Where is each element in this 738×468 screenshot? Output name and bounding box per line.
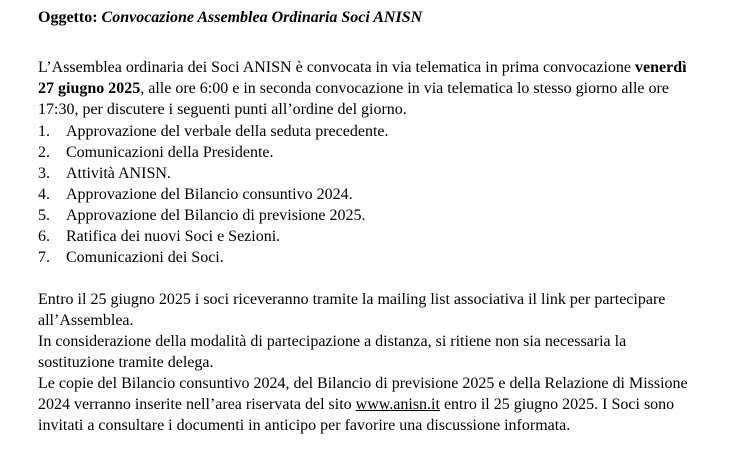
agenda-item-text: Attività ANISN.: [66, 165, 171, 182]
agenda-item: [38, 205, 389, 226]
agenda-item: [38, 142, 389, 163]
agenda-list: [38, 121, 389, 268]
subject-title: Convocazione Assemblea Ordinaria Soci ANISN: [101, 9, 423, 26]
assembly-link-paragraph: Entro il 25 giugno 2025 i soci riceveranno tramite la mailing list associativa il link per partecipare all’Assemblea.: [38, 291, 666, 329]
agenda-item-text: Comunicazioni dei Soci.: [66, 249, 224, 266]
agenda-item-text: Comunicazioni della Presidente.: [66, 144, 274, 161]
website-link[interactable]: www.anisn.it: [355, 396, 440, 413]
documents-text-after: entro il 25 giugno 2025. I Soci sono invitati a consultare i documenti in anticipo per favorire una discussione informata.: [38, 396, 675, 434]
agenda-item-number: 6.: [38, 228, 50, 245]
meeting-date: venerdì 27 giugno 2025: [38, 59, 687, 97]
intro-paragraph: [38, 57, 698, 120]
agenda-item-text: Approvazione del Bilancio di previsione 2025.: [66, 207, 366, 224]
documents-text-before: Le copie del Bilancio consuntivo 2024, del Bilancio di previsione 2025 e della Relazione di Missione 2024 verranno inserite nell’area riservata del sito: [38, 375, 688, 413]
agenda-item-number: 5.: [38, 207, 50, 224]
agenda-item: [38, 226, 389, 247]
documents-paragraph: [38, 373, 698, 436]
agenda-item-text: Ratifica dei nuovi Soci e Sezioni.: [66, 228, 281, 245]
agenda-item-number: 4.: [38, 186, 50, 203]
agenda-item: [38, 163, 389, 184]
subject-colon: :: [92, 9, 98, 26]
intro-text-part2: , alle ore 6:00 e in seconda convocazione in via telematica lo stesso giorno alle ore 17:30, per discutere i seguenti punti all’ordine del giorno.: [38, 80, 669, 118]
agenda-item-text: Approvazione del Bilancio consuntivo 2024.: [66, 186, 353, 203]
agenda-item-number: 7.: [38, 249, 50, 266]
agenda-item: [38, 121, 389, 142]
intro-text-part1: L’Assemblea ordinaria dei Soci ANISN è convocata in via telematica in prima convocazione: [38, 59, 631, 76]
subject-line: [38, 8, 422, 28]
agenda-item-number: 1.: [38, 123, 50, 140]
agenda-item: [38, 184, 389, 205]
agenda-item: [38, 247, 389, 268]
agenda-item-number: 3.: [38, 165, 50, 182]
agenda-item-number: 2.: [38, 144, 50, 161]
proxy-paragraph: In considerazione della modalità di partecipazione a distanza, si ritiene non sia necessaria la sostituzione tramite delega.: [38, 333, 627, 371]
agenda-item-text: Approvazione del verbale della seduta precedente.: [66, 123, 389, 140]
subject-label: Oggetto: [38, 9, 93, 26]
